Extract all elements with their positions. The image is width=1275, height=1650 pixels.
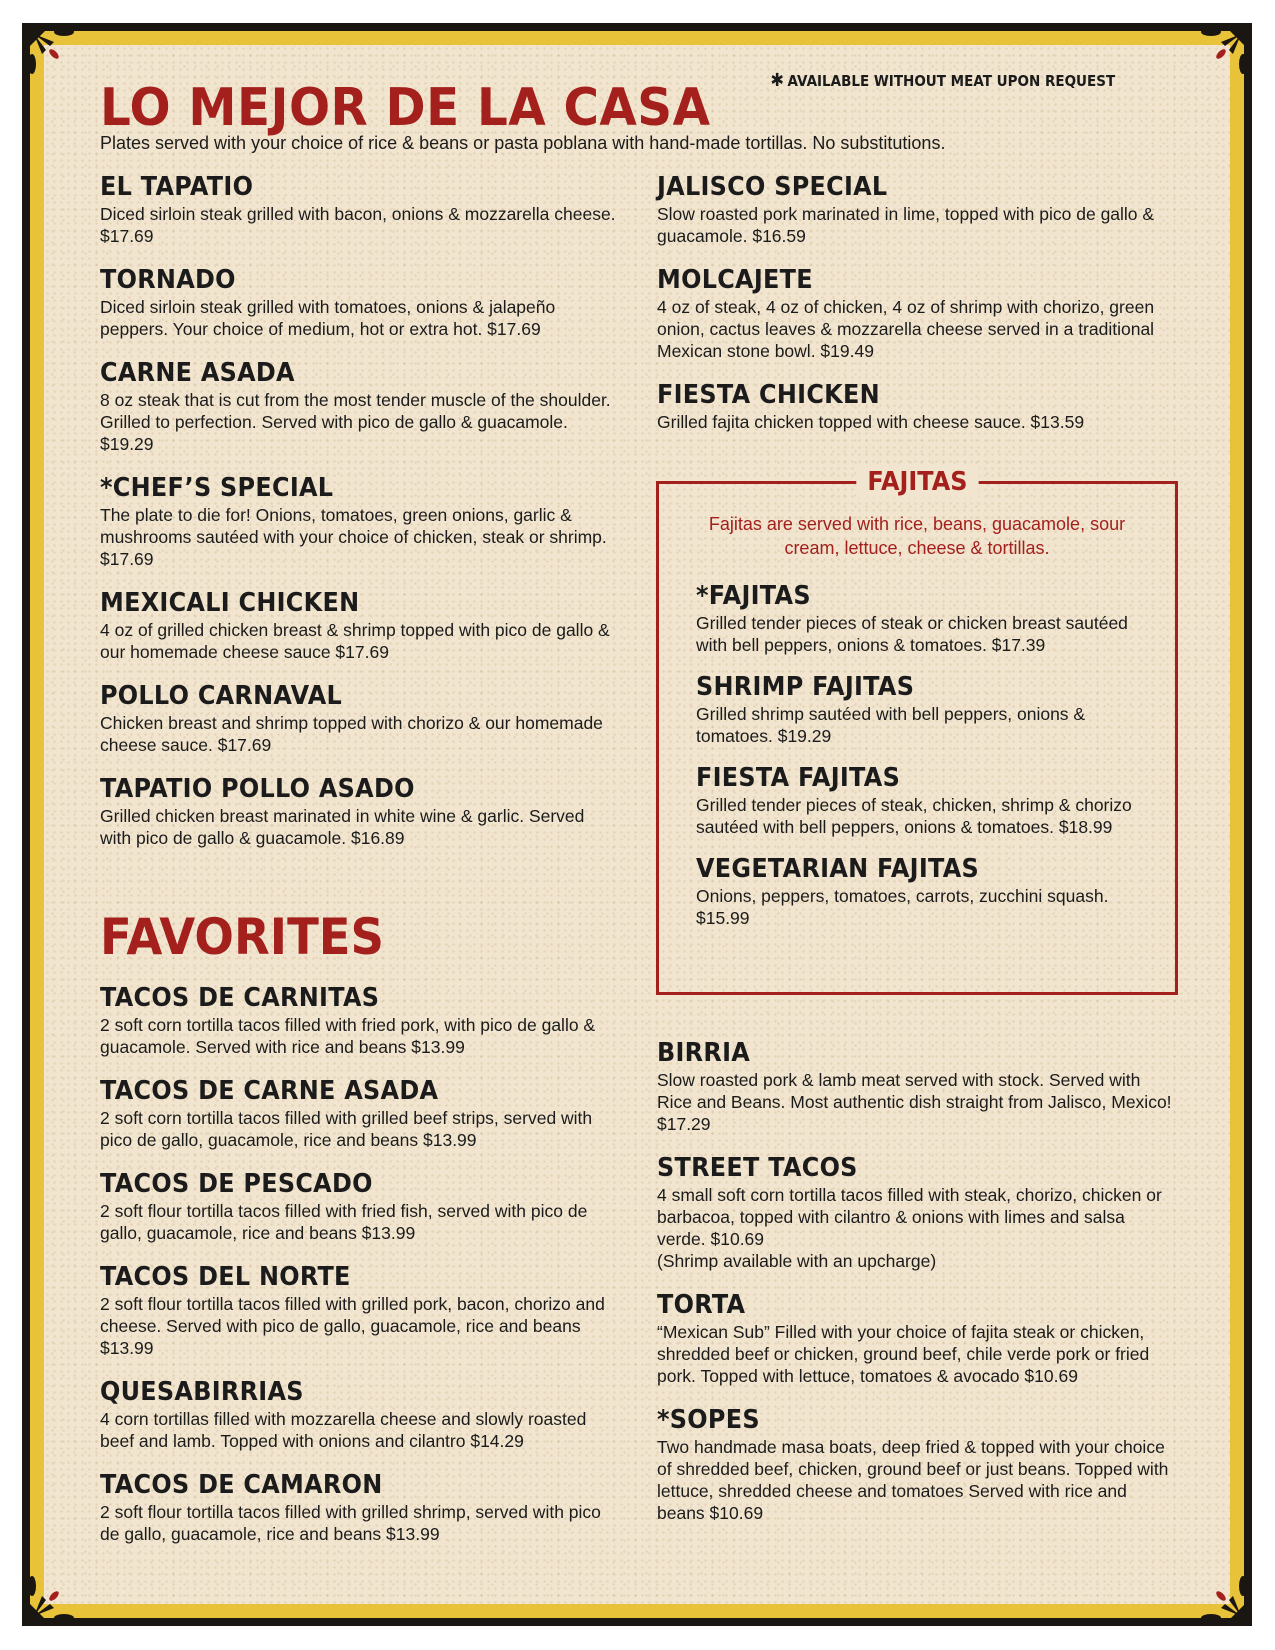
menu-item bbox=[100, 588, 620, 663]
menu-item bbox=[696, 672, 1155, 747]
menu-item-desc: Diced sirloin steak grilled with tomatoes, onions & jalapeño peppers. Your choice of medium, hot or extra hot. $17.69 bbox=[100, 297, 556, 339]
menu-item bbox=[100, 358, 620, 455]
menu-item bbox=[100, 265, 620, 340]
menu-item bbox=[100, 774, 620, 849]
menu-item-desc: The plate to die for! Onions, tomatoes, green onions, garlic & mushrooms sautéed with your choice of chicken, steak or shrimp. $17.69 bbox=[100, 505, 607, 569]
menu-item bbox=[657, 1153, 1177, 1272]
menu-item-desc: 2 soft flour tortilla tacos filled with grilled pork, bacon, chorizo and cheese. Served with pico de gallo, guacamole, rice and beans $13.99 bbox=[100, 1294, 605, 1358]
menu-item-note: (Shrimp available with an upcharge) bbox=[657, 1251, 937, 1271]
menu-item-name: TACOS DEL NORTE bbox=[100, 1262, 351, 1292]
menu-item-name: TORTA bbox=[657, 1290, 746, 1320]
fajitas-section bbox=[656, 467, 1178, 995]
menu-item-name: *SOPES bbox=[657, 1405, 760, 1435]
menu-item bbox=[657, 1038, 1177, 1135]
menu-item bbox=[100, 1076, 620, 1151]
menu-item bbox=[100, 172, 620, 247]
menu-item-desc: 4 oz of grilled chicken breast & shrimp topped with pico de gallo & our homemade cheese sauce $17.69 bbox=[100, 620, 610, 662]
menu-item-name: *CHEF’S SPECIAL bbox=[100, 473, 334, 503]
fajitas-title bbox=[659, 467, 1175, 497]
menu-item bbox=[657, 1290, 1177, 1387]
menu-item bbox=[100, 1169, 620, 1244]
menu-item bbox=[100, 1262, 620, 1359]
menu-item-desc: 2 soft corn tortilla tacos filled with grilled beef strips, served with pico de gallo, guacamole, rice and beans $13.99 bbox=[100, 1108, 593, 1150]
menu-item bbox=[657, 172, 1177, 247]
menu-item bbox=[657, 265, 1177, 362]
menu-item-name: SHRIMP FAJITAS bbox=[696, 672, 915, 702]
menu-item-desc: Slow roasted pork & lamb meat served with stock. Served with Rice and Beans. Most authentic dish straight from Jalisco, Mexico! $17.29 bbox=[657, 1070, 1172, 1134]
menu-item-desc: Chicken breast and shrimp topped with chorizo & our homemade cheese sauce. $17.69 bbox=[100, 713, 603, 755]
menu-item-desc: Grilled tender pieces of steak or chicken breast sautéed with bell peppers, onions & tomatoes. $17.39 bbox=[696, 613, 1128, 655]
menu-item-desc: 2 soft flour tortilla tacos filled with fried fish, served with pico de gallo, guacamole, rice and beans $13.99 bbox=[100, 1201, 588, 1243]
menu-item-name: MEXICALI CHICKEN bbox=[100, 588, 360, 618]
menu-item-name: TACOS DE PESCADO bbox=[100, 1169, 373, 1199]
menu-item-desc: Diced sirloin steak grilled with bacon, onions & mozzarella cheese. $17.69 bbox=[100, 204, 616, 246]
menu-item-desc: 4 corn tortillas filled with mozzarella cheese and slowly roasted beef and lamb. Topped with onions and cilantro $14.29 bbox=[100, 1409, 587, 1451]
menu-item-desc: 2 soft corn tortilla tacos filled with fried pork, with pico de gallo & guacamole. Served with rice and beans $13.99 bbox=[100, 1015, 596, 1057]
menu-item-name: POLLO CARNAVAL bbox=[100, 681, 343, 711]
fajitas-title-text: FAJITAS bbox=[856, 467, 978, 497]
menu-item-desc: 4 oz of steak, 4 oz of chicken, 4 oz of shrimp with chorizo, green onion, cactus leaves & mozzarella cheese served in a traditional Mexican stone bowl. $19.49 bbox=[657, 297, 1155, 361]
corner-ornament-icon bbox=[1195, 20, 1255, 80]
menu-item bbox=[100, 681, 620, 756]
menu-item-desc: Grilled chicken breast marinated in white wine & garlic. Served with pico de gallo & guacamole. $16.89 bbox=[100, 806, 585, 848]
menu-item-desc: Two handmade masa boats, deep fried & topped with your choice of shredded beef, chicken, ground beef or just beans. Topped with lettuce, shredded cheese and tomatoes Served with rice and beans $10.69 bbox=[657, 1437, 1169, 1523]
menu-item-name: FIESTA FAJITAS bbox=[696, 763, 901, 793]
house-specials-right bbox=[657, 172, 1177, 451]
menu-item-name: CARNE ASADA bbox=[100, 358, 295, 388]
menu-item-desc: “Mexican Sub” Filled with your choice of fajita steak or chicken, shredded beef or chicken, ground beef, chile verde pork or fried pork. Topped with lettuce, tomatoes & avocado $10.69 bbox=[657, 1322, 1150, 1386]
menu-item bbox=[696, 854, 1155, 929]
corner-ornament-icon bbox=[1195, 1570, 1255, 1630]
menu-item bbox=[657, 1405, 1177, 1524]
corner-ornament-icon bbox=[20, 20, 80, 80]
page-subtitle: Plates served with your choice of rice & beans or pasta poblana with hand-made tortillas. No substitutions. bbox=[100, 133, 946, 153]
menu-item-desc: 2 soft flour tortilla tacos filled with grilled shrimp, served with pico de gallo, guacamole, rice and beans $13.99 bbox=[100, 1502, 601, 1544]
menu-item bbox=[100, 473, 620, 570]
menu-item-name: VEGETARIAN FAJITAS bbox=[696, 854, 980, 884]
menu-item-desc: Slow roasted pork marinated in lime, topped with pico de gallo & guacamole. $16.59 bbox=[657, 204, 1155, 246]
favorites-title: FAVORITES bbox=[100, 908, 385, 966]
menu-item bbox=[657, 380, 1177, 433]
favorites-list bbox=[100, 983, 620, 1563]
corner-ornament-icon bbox=[20, 1570, 80, 1630]
menu-item-desc: Grilled tender pieces of steak, chicken, shrimp & chorizo sautéed with bell peppers, onions & tomatoes. $18.99 bbox=[696, 795, 1132, 837]
menu-item-desc: 4 small soft corn tortilla tacos filled with steak, chorizo, chicken or barbacoa, topped with cilantro & onions with limes and salsa verde. $10.69 bbox=[657, 1185, 1162, 1249]
menu-item-name: JALISCO SPECIAL bbox=[657, 172, 888, 202]
menu-item-name: QUESABIRRIAS bbox=[100, 1377, 304, 1407]
asterisk-icon: ✱ bbox=[770, 70, 784, 91]
fajitas-intro: Fajitas are served with rice, beans, guacamole, sour cream, lettuce, cheese & tortillas. bbox=[708, 514, 1126, 558]
menu-item-name: EL TAPATIO bbox=[100, 172, 254, 202]
page-title: LO MEJOR DE LA CASA bbox=[100, 78, 711, 138]
menu-item-name: TORNADO bbox=[100, 265, 236, 295]
menu-item-name: BIRRIA bbox=[657, 1038, 751, 1068]
menu-item bbox=[696, 763, 1155, 838]
meatless-notice bbox=[770, 70, 1115, 91]
menu-item-desc: Grilled shrimp sautéed with bell peppers, onions & tomatoes. $19.29 bbox=[696, 704, 1086, 746]
menu-item-name: FIESTA CHICKEN bbox=[657, 380, 880, 410]
menu-item-name: TAPATIO POLLO ASADO bbox=[100, 774, 415, 804]
menu-item-name: TACOS DE CARNE ASADA bbox=[100, 1076, 439, 1106]
meatless-notice-text: AVAILABLE WITHOUT MEAT UPON REQUEST bbox=[787, 72, 1115, 90]
menu-item bbox=[100, 1377, 620, 1452]
house-specials-left bbox=[100, 172, 620, 867]
favorites-right bbox=[657, 1038, 1177, 1542]
menu-item-name: TACOS DE CAMARON bbox=[100, 1470, 383, 1500]
menu-item-name: TACOS DE CARNITAS bbox=[100, 983, 380, 1013]
menu-item-name: *FAJITAS bbox=[696, 581, 811, 611]
fajitas-list bbox=[696, 581, 1155, 945]
menu-item-desc: Grilled fajita chicken topped with cheese sauce. $13.59 bbox=[657, 412, 1085, 432]
menu-item-name: STREET TACOS bbox=[657, 1153, 858, 1183]
menu-item-desc: Onions, peppers, tomatoes, carrots, zucchini squash. $15.99 bbox=[696, 886, 1109, 928]
menu-item bbox=[696, 581, 1155, 656]
menu-item bbox=[100, 1470, 620, 1545]
menu-item-name: MOLCAJETE bbox=[657, 265, 813, 295]
menu-item bbox=[100, 983, 620, 1058]
menu-item-desc: 8 oz steak that is cut from the most tender muscle of the shoulder. Grilled to perfection. Served with pico de gallo & guacamole. $19.29 bbox=[100, 390, 611, 454]
